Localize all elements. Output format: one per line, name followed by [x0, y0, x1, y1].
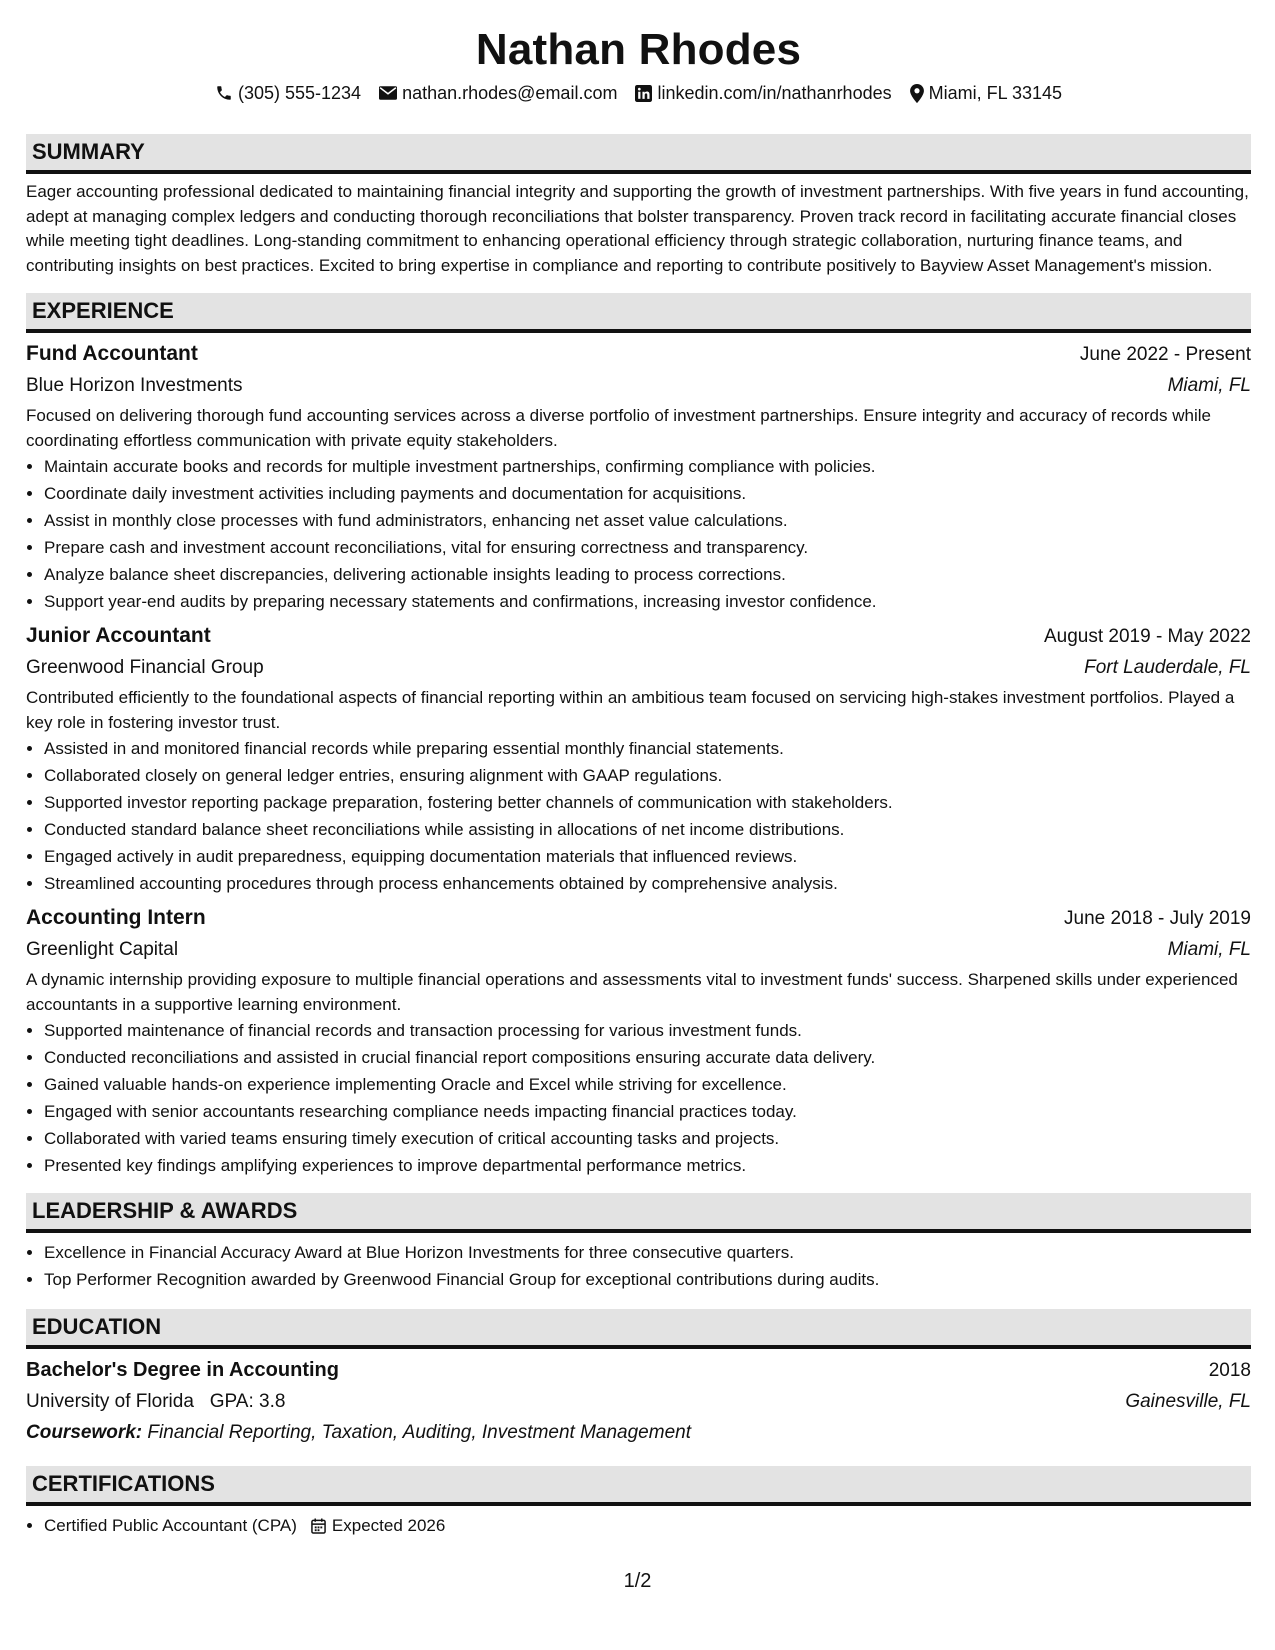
company-name: Greenlight Capital: [26, 939, 179, 960]
graduation-year: 2018: [1208, 1360, 1251, 1381]
job-dates: August 2019 - May 2022: [1043, 626, 1251, 647]
job-bullets: [26, 1017, 1251, 1179]
bullet-item: • Analyze balance sheet discrepancies, delivering actionable insights leading to process corrections.: [44, 561, 1251, 588]
job-dates: June 2022 - Present: [1079, 344, 1251, 365]
resume-content: [26, 0, 1251, 1539]
bullet-item: • Prepare cash and investment account reconciliations, vital for ensuring correctness and transparency.: [44, 534, 1251, 561]
bullet-item: • Top Performer Recognition awarded by Greenwood Financial Group for exceptional contributions during audits.: [44, 1266, 1251, 1293]
coursework-label: Coursework:: [26, 1422, 143, 1443]
leadership-heading: LEADERSHIP & AWARDS: [26, 1193, 1251, 1233]
contact-location: [910, 83, 1062, 104]
job-entry: [26, 903, 1251, 1179]
leadership-section: [26, 1193, 1251, 1293]
bullet-item: • Conducted reconciliations and assisted in crucial financial report compositions ensuring accurate data delivery.: [44, 1044, 1251, 1071]
company-name: Blue Horizon Investments: [26, 375, 243, 396]
job-bullets: [26, 735, 1251, 897]
bullet-item: • Maintain accurate books and records for multiple investment partnerships, confirming compliance with policies.: [44, 453, 1251, 480]
job-description: Contributed efficiently to the foundational aspects of financial reporting within an ambitious team focused on servicing high-stakes investment portfolios. Played a key role in fostering investor trust.: [26, 688, 1235, 732]
summary-section: [26, 134, 1251, 278]
phone-icon: [215, 84, 233, 102]
bullet-item: • Conducted standard balance sheet reconciliations while assisting in allocations of net income distributions.: [44, 816, 1251, 843]
map-pin-icon: [910, 84, 924, 103]
contact-email[interactable]: [379, 83, 617, 104]
coursework-list: Financial Reporting, Taxation, Auditing, Investment Management: [147, 1422, 691, 1443]
school-location: Gainesville, FL: [1125, 1391, 1251, 1412]
linkedin-text[interactable]: linkedin.com/in/nathanrhodes: [657, 82, 892, 103]
job-location: Fort Lauderdale, FL: [1084, 657, 1251, 678]
education-heading: EDUCATION: [26, 1309, 1251, 1349]
bullet-item: • Streamlined accounting procedures through process enhancements obtained by comprehensive analysis.: [44, 870, 1251, 897]
gpa: GPA: 3.8: [209, 1391, 286, 1412]
degree-title: Bachelor's Degree in Accounting: [26, 1359, 339, 1381]
summary-text: Eager accounting professional dedicated to maintaining financial integrity and supporting the growth of investment partnerships. With five years in fund accounting, adept at managing complex ledgers and conducting thorough reconciliations that bolster transparency. Proven track record in facilitating accurate financial closes while meeting tight deadlines. Long-standing commitment to enhancing operational efficiency through strategic collaboration, nurturing finance teams, and contributing insights on best practices. Excited to bring expertise in compliance and reporting to contribute positively to Bayview Asset Management's mission.: [26, 182, 1249, 275]
leadership-bullets: [26, 1239, 1251, 1293]
company-name: Greenwood Financial Group: [26, 657, 264, 678]
certification-list: [26, 1512, 1251, 1539]
bullet-item: • Excellence in Financial Accuracy Award at Blue Horizon Investments for three consecutive quarters.: [44, 1239, 1251, 1266]
bullet-item: • Collaborated closely on general ledger entries, ensuring alignment with GAAP regulations.: [44, 762, 1251, 789]
certification-name: • Certified Public Accountant (CPA): [44, 1516, 297, 1535]
certifications-heading: CERTIFICATIONS: [26, 1466, 1251, 1506]
bullet-item: • Supported investor reporting package preparation, fostering better channels of communication with stakeholders.: [44, 789, 1251, 816]
education-section: [26, 1309, 1251, 1448]
page-number: 1/2: [623, 1570, 652, 1592]
bullet-item: • Assisted in and monitored financial records while preparing essential monthly financial statements.: [44, 735, 1251, 762]
job-dates: June 2018 - July 2019: [1064, 908, 1251, 929]
bullet-item: • Supported maintenance of financial records and transaction processing for various investment funds.: [44, 1017, 1251, 1044]
school-line: [26, 1387, 285, 1417]
certifications-section: [26, 1466, 1251, 1539]
coursework-line: [26, 1418, 1251, 1448]
school-name: University of Florida: [26, 1391, 194, 1412]
bullet-item: • Support year-end audits by preparing necessary statements and confirmations, increasing investor confidence.: [44, 588, 1251, 615]
bullet-item: • Engaged with senior accountants researching compliance needs impacting financial practices today.: [44, 1098, 1251, 1125]
location-text: Miami, FL 33145: [928, 82, 1063, 103]
experience-heading: EXPERIENCE: [26, 293, 1251, 333]
job-description: A dynamic internship providing exposure to multiple financial operations and assessments vital to investment funds' success. Sharpened skills under experienced accountants in a supportive learning environment.: [26, 970, 1238, 1014]
calendar-icon: [311, 1518, 326, 1534]
job-entry: [26, 339, 1251, 615]
contact-linkedin[interactable]: [635, 83, 891, 104]
certification-status: Expected 2026: [331, 1516, 446, 1535]
contact-bar: [26, 80, 1251, 106]
candidate-name: Nathan Rhodes: [475, 25, 802, 74]
job-title: Accounting Intern: [26, 906, 206, 929]
job-bullets: [26, 453, 1251, 615]
bullet-item: • Collaborated with varied teams ensuring timely execution of critical accounting tasks and projects.: [44, 1125, 1251, 1152]
bullet-item: • Assist in monthly close processes with fund administrators, enhancing net asset value calculations.: [44, 507, 1251, 534]
bullet-item: • Engaged actively in audit preparedness, equipping documentation materials that influenced reviews.: [44, 843, 1251, 870]
contact-phone: [215, 83, 361, 104]
job-title: Fund Accountant: [26, 342, 198, 365]
bullet-item: • Coordinate daily investment activities including payments and documentation for acquisitions.: [44, 480, 1251, 507]
bullet-item: • Gained valuable hands-on experience implementing Oracle and Excel while striving for excellence.: [44, 1071, 1251, 1098]
email-text[interactable]: nathan.rhodes@email.com: [402, 82, 618, 103]
linkedin-icon: [635, 85, 652, 102]
job-title: Junior Accountant: [26, 624, 211, 647]
phone-text: (305) 555-1234: [237, 82, 362, 103]
summary-heading: SUMMARY: [26, 134, 1251, 174]
job-location: Miami, FL: [1167, 375, 1251, 396]
certification-item: [44, 1512, 1251, 1539]
envelope-icon: [379, 86, 397, 100]
job-description: Focused on delivering thorough fund accounting services across a diverse portfolio of investment partnerships. Ensure integrity and accuracy of records while coordinating effortless communication with private equity stakeholders.: [26, 406, 1211, 450]
bullet-item: • Presented key findings amplifying experiences to improve departmental performance metrics.: [44, 1152, 1251, 1179]
job-location: Miami, FL: [1167, 939, 1251, 960]
job-entry: [26, 621, 1251, 897]
experience-section: [26, 293, 1251, 1179]
